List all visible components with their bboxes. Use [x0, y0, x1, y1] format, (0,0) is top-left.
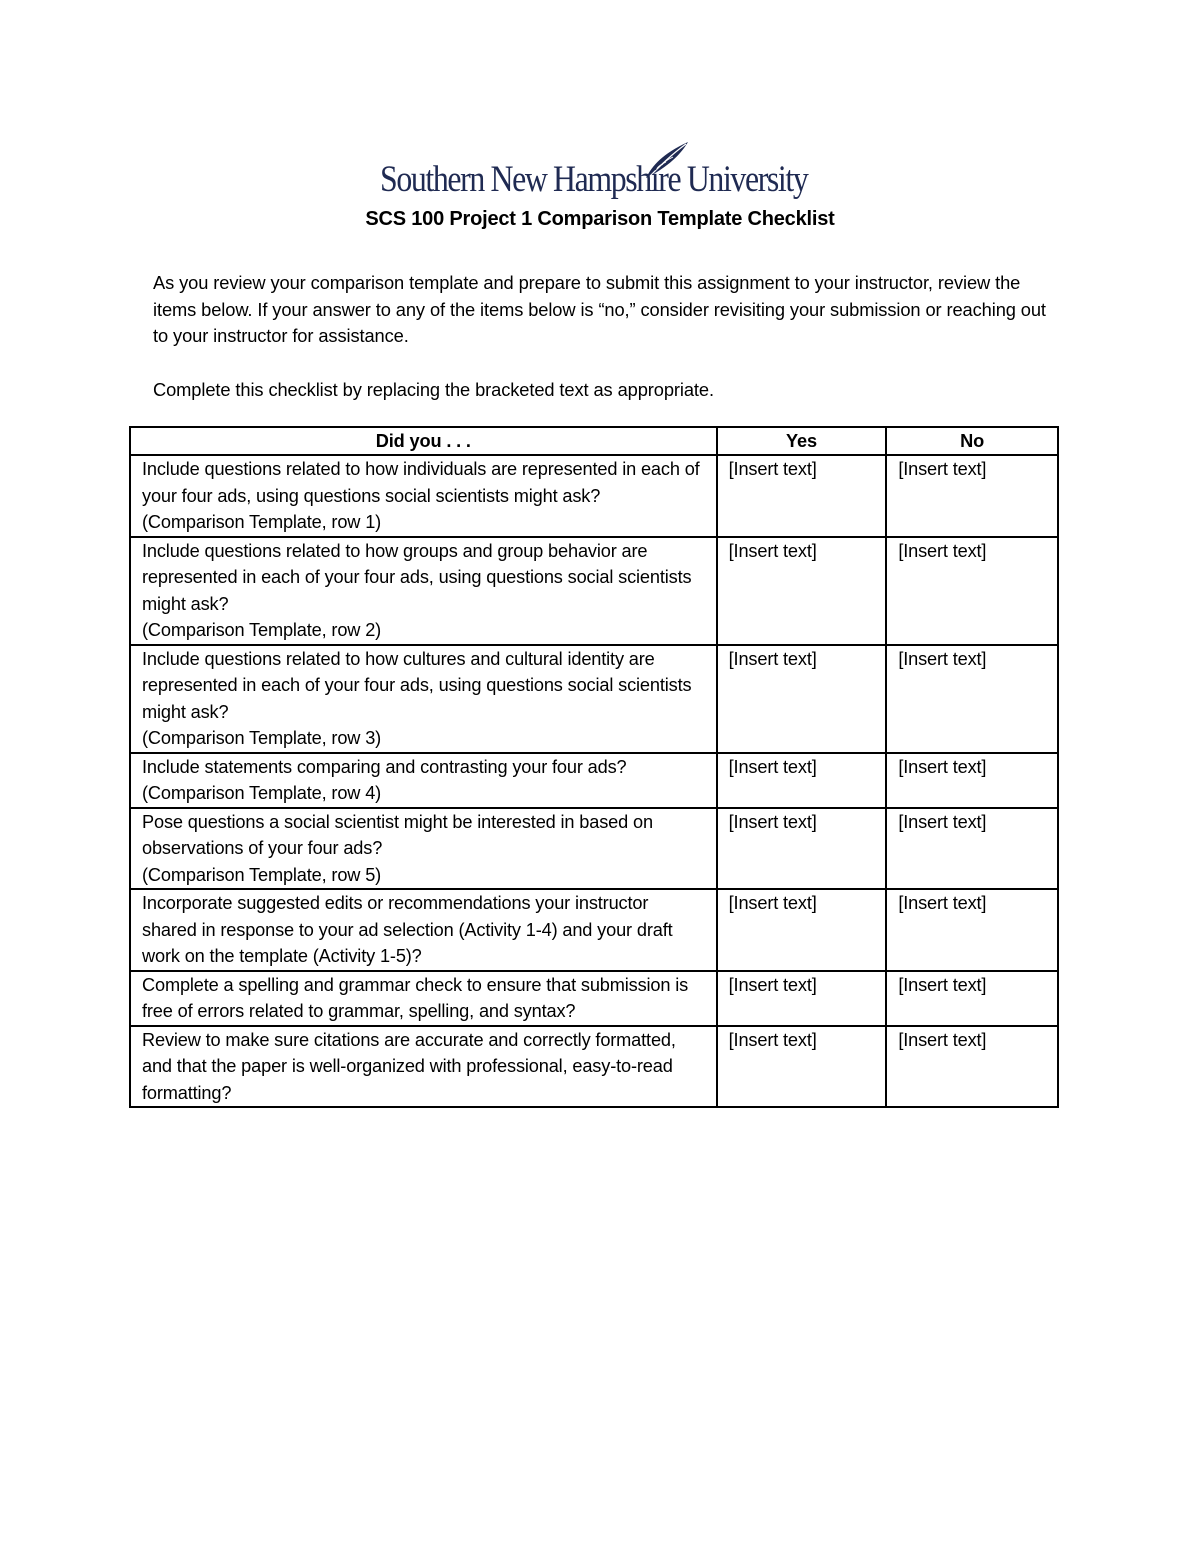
table-row [130, 645, 1058, 753]
question-reference: (Comparison Template, row 4) [142, 783, 382, 803]
question-text: Include questions related to how groups and group behavior are represented in each of your four ads, using questions social scientists might ask? [142, 540, 692, 614]
table-row [130, 753, 1058, 808]
question-cell [130, 808, 717, 890]
no-cell[interactable]: [Insert text] [886, 808, 1058, 890]
table-row [130, 971, 1058, 1026]
question-cell [130, 1026, 717, 1108]
table-header-row [130, 427, 1058, 455]
question-reference: (Comparison Template, row 2) [142, 620, 382, 640]
page-title: SCS 100 Project 1 Comparison Template Checklist [365, 208, 835, 230]
question-cell [130, 537, 717, 645]
yes-cell[interactable]: [Insert text] [717, 753, 887, 808]
column-header-no: No [886, 427, 1058, 455]
question-text: Include statements comparing and contrasting your four ads? [142, 756, 627, 777]
no-cell[interactable]: [Insert text] [886, 889, 1058, 971]
no-cell[interactable]: [Insert text] [886, 455, 1058, 537]
yes-cell[interactable]: [Insert text] [717, 808, 887, 890]
question-reference: (Comparison Template, row 3) [142, 728, 382, 748]
yes-cell[interactable]: [Insert text] [717, 645, 887, 753]
question-reference: (Comparison Template, row 1) [142, 512, 382, 532]
no-cell[interactable]: [Insert text] [886, 645, 1058, 753]
table-row [130, 1026, 1058, 1108]
column-header-yes: Yes [717, 427, 887, 455]
question-reference: (Comparison Template, row 5) [142, 864, 382, 885]
no-cell[interactable]: [Insert text] [886, 971, 1058, 1026]
question-cell [130, 753, 717, 808]
yes-cell[interactable]: [Insert text] [717, 1026, 887, 1108]
question-text: Complete a spelling and grammar check to ensure that submission is free of errors related to grammar, spelling, and syntax? [142, 974, 689, 1021]
yes-cell[interactable]: [Insert text] [717, 455, 887, 537]
column-header-did-you: Did you . . . [130, 427, 717, 455]
no-cell[interactable]: [Insert text] [886, 753, 1058, 808]
yes-cell[interactable]: [Insert text] [717, 971, 887, 1026]
checklist-table [129, 426, 1059, 1108]
question-text: Review to make sure citations are accurate and correctly formatted, and that the paper is well-organized with professional, easy-to-read formatting? [142, 1029, 676, 1103]
table-row [130, 537, 1058, 645]
logo-wordmark: Southern New Hampshire University [380, 159, 808, 200]
question-cell [130, 645, 717, 753]
question-cell [130, 455, 717, 537]
intro-paragraph: As you review your comparison template and prepare to submit this assignment to your instructor, review the items below. If your answer to any of the items below is “no,” consider revisiting your submission or reaching out to your instructor for assistance. [153, 272, 1046, 346]
no-cell[interactable]: [Insert text] [886, 1026, 1058, 1108]
question-text: Include questions related to how individuals are represented in each of your four ads, using questions social scientists might ask? [142, 459, 700, 506]
yes-cell[interactable]: [Insert text] [717, 889, 887, 971]
question-cell [130, 971, 717, 1026]
instruction-paragraph: Complete this checklist by replacing the bracketed text as appropriate. [153, 379, 714, 400]
table-row [130, 889, 1058, 971]
university-logo [380, 140, 810, 206]
question-text: Include questions related to how cultures and cultural identity are represented in each of your four ads, using questions social scientists might ask? [142, 648, 692, 722]
yes-cell[interactable]: [Insert text] [717, 537, 887, 645]
table-row [130, 808, 1058, 890]
no-cell[interactable]: [Insert text] [886, 537, 1058, 645]
table-row [130, 455, 1058, 537]
question-text: Pose questions a social scientist might be interested in based on observations of your four ads? [142, 811, 653, 858]
question-text: Incorporate suggested edits or recommendations your instructor shared in response to your ad selection (Activity 1-4) and your draft work on the template (Activity 1-5)? [142, 893, 673, 966]
question-cell [130, 889, 717, 971]
